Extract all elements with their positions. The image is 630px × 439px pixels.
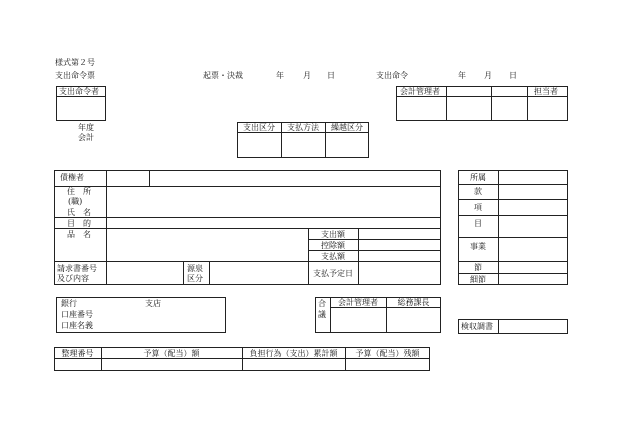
carryover-category-label: 繰越区分: [331, 123, 363, 132]
divider: [458, 273, 568, 274]
person-in-charge-label: 担当者: [534, 87, 558, 96]
bank-label: 銀行: [61, 299, 77, 308]
form-title: 支出命令票: [55, 71, 95, 80]
order-issuer-label: 支出命令者: [59, 87, 99, 96]
day-label-1: 日: [327, 71, 335, 80]
moku-label: 目: [474, 219, 482, 228]
expense-category-label: 支出区分: [243, 123, 275, 132]
payment-method-label: 支払方法: [287, 123, 319, 132]
project-label: 事業: [470, 242, 486, 251]
address-label: 住 所: [67, 187, 91, 196]
day-label-2: 日: [509, 71, 517, 80]
kou-label: 項: [474, 203, 482, 212]
divider: [527, 86, 528, 121]
department-label: 所属: [470, 173, 486, 182]
divider: [54, 228, 441, 229]
divider: [308, 261, 309, 285]
divider: [56, 96, 106, 97]
divider: [237, 132, 369, 133]
divider: [498, 170, 499, 285]
withholding-label: 源泉: [187, 264, 203, 273]
divider: [458, 261, 568, 262]
payment-date-label: 支払予定日: [313, 269, 353, 278]
divider: [54, 217, 441, 218]
saisetsu-label: 細節: [470, 275, 486, 284]
kihyo-label: 起票・決裁: [203, 71, 243, 80]
divider: [498, 319, 499, 334]
divider: [308, 250, 441, 251]
divider: [458, 215, 568, 216]
occupation-label: (職): [68, 197, 83, 206]
accountant-label: 会計管理者: [400, 87, 440, 96]
divider: [209, 261, 210, 285]
invoice-content-label: 及び内容: [57, 274, 89, 283]
table-header: 予算（配当）額: [143, 349, 200, 358]
divider: [358, 228, 359, 285]
purpose-label: 目 的: [67, 219, 91, 228]
approval-accountant-label: 会計管理者: [338, 298, 378, 307]
kan-label: 款: [474, 187, 482, 196]
deduction-amount-label: 控除額: [321, 241, 345, 250]
divider: [458, 184, 568, 185]
divider: [54, 186, 441, 187]
fiscal-year-label: 年度: [78, 123, 94, 132]
setsu-label: 節: [474, 263, 482, 272]
account-name-label: 口座名義: [61, 321, 93, 330]
month-label-2: 月: [484, 71, 492, 80]
table-header: 負担行為（支出）累計額: [249, 349, 338, 358]
table-header: 整理番号: [61, 349, 94, 358]
general-affairs-label: 総務課長: [397, 298, 430, 307]
account-label: 会計: [78, 133, 94, 142]
divider: [458, 199, 568, 200]
name-label: 氏 名: [67, 208, 91, 217]
divider: [458, 237, 568, 238]
year-label-2: 年: [458, 71, 466, 80]
creditor-label: 債権者: [60, 173, 84, 182]
divider: [396, 96, 568, 97]
payment-amount-label: 支払額: [321, 252, 345, 261]
divider: [183, 261, 184, 285]
table-header: 予算（配当）残額: [355, 349, 420, 358]
divider: [308, 239, 441, 240]
divider: [308, 228, 309, 261]
invoice-number-label: 請求書番号: [57, 264, 97, 273]
gou-label: 合: [318, 299, 326, 308]
item-label: 品 名: [67, 230, 91, 239]
form-number: 様式第２号: [55, 58, 95, 67]
account-number-label: 口座番号: [61, 310, 93, 319]
year-label-1: 年: [276, 71, 284, 80]
expense-amount-label: 支出額: [321, 230, 345, 239]
month-label-1: 月: [303, 71, 311, 80]
divider: [149, 170, 150, 186]
divider: [54, 261, 441, 262]
divider: [446, 86, 447, 121]
gi-label: 議: [318, 310, 326, 319]
branch-label: 支店: [145, 299, 161, 308]
order-label: 支出命令: [376, 71, 408, 80]
receipt-label: 検収調書: [461, 322, 493, 331]
divider: [491, 86, 492, 121]
withholding-category-label: 区分: [187, 274, 203, 283]
divider: [330, 307, 441, 308]
